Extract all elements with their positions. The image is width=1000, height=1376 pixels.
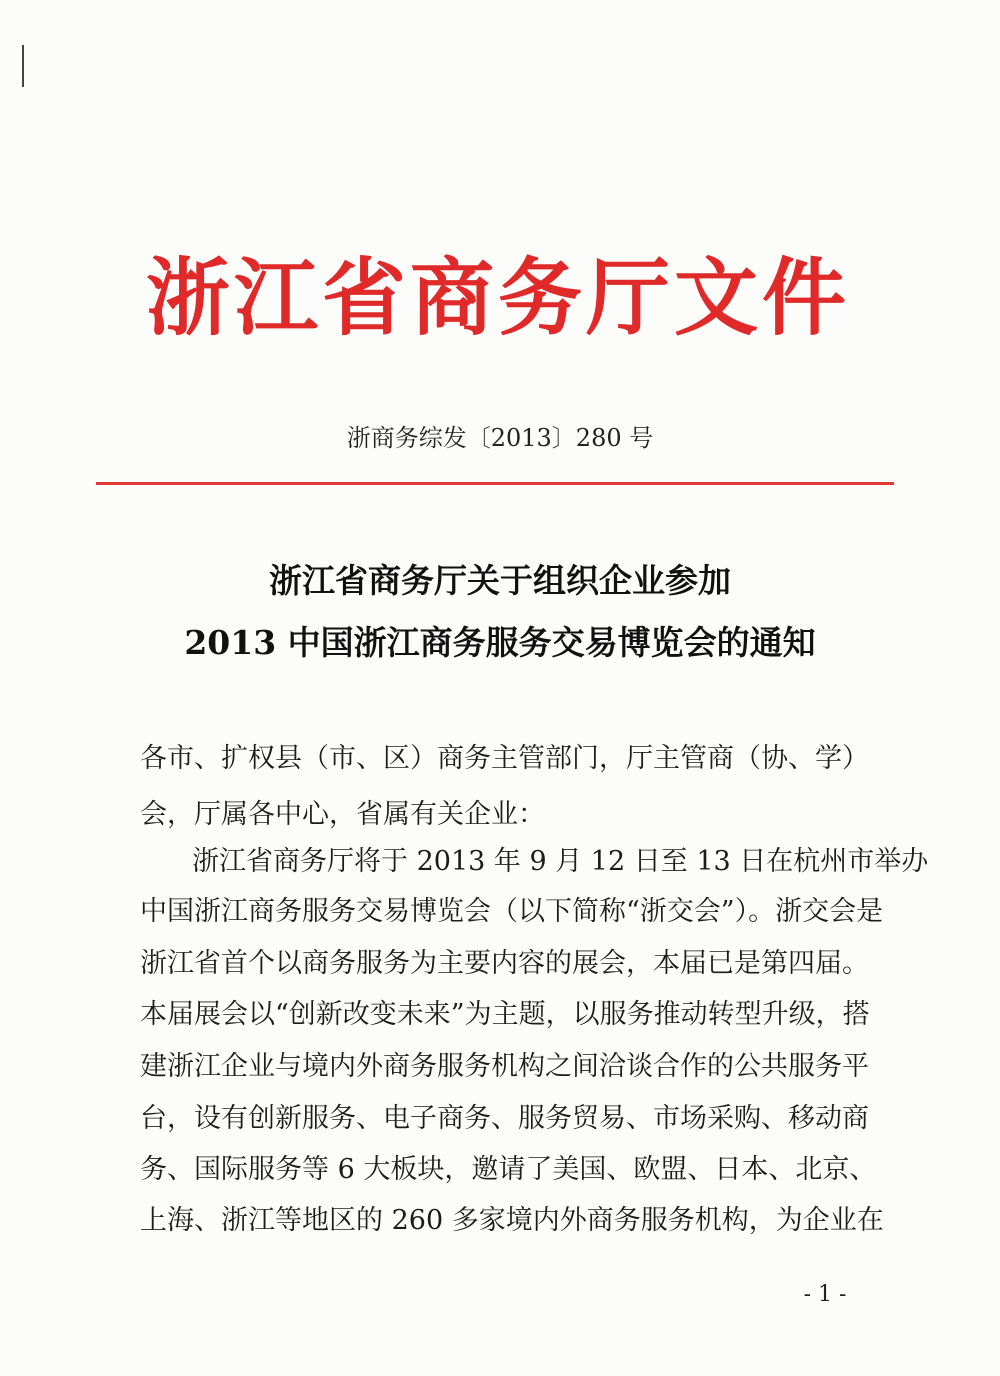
page-number: - 1 - xyxy=(803,1282,847,1307)
issuer-header-title: 浙江省商务厅文件 xyxy=(145,248,850,347)
body-paragraph-line: 中国浙江商务服务交易博览会（以下简称“浙交会”）。浙交会是 xyxy=(140,896,884,927)
salutation-line-2: 会，厅属各中心，省属有关企业： xyxy=(140,799,545,830)
body-paragraph-line: 台，设有创新服务、电子商务、服务贸易、市场采购、移动商 xyxy=(140,1103,869,1134)
document-title-line-2: 2013 中国浙江商务服务交易博览会的通知 xyxy=(184,623,816,662)
body-paragraph-line: 建浙江企业与境内外商务服务机构之间洽谈合作的公共服务平 xyxy=(140,1051,869,1082)
document-number: 浙商务综发〔2013〕280 号 xyxy=(346,424,654,452)
salutation-line-1: 各市、扩权县（市、区）商务主管部门，厅主管商（协、学） xyxy=(140,743,869,774)
red-divider-rule xyxy=(96,482,894,485)
body-paragraph-line: 浙江省商务厅将于 2013 年 9 月 12 日至 13 日在杭州市举办 xyxy=(192,846,929,877)
body-paragraph-line: 上海、浙江等地区的 260 多家境内外商务服务机构，为企业在 xyxy=(140,1205,884,1236)
body-paragraph-line: 本届展会以“创新改变未来”为主题，以服务推动转型升级，搭 xyxy=(140,999,870,1030)
body-paragraph-line: 务、国际服务等 6 大板块，邀请了美国、欧盟、日本、北京、 xyxy=(140,1154,877,1185)
document-title-line-1: 浙江省商务厅关于组织企业参加 xyxy=(269,561,731,600)
body-paragraph-line: 浙江省首个以商务服务为主要内容的展会，本届已是第四届。 xyxy=(140,948,869,979)
scan-edge-mark xyxy=(22,45,24,87)
